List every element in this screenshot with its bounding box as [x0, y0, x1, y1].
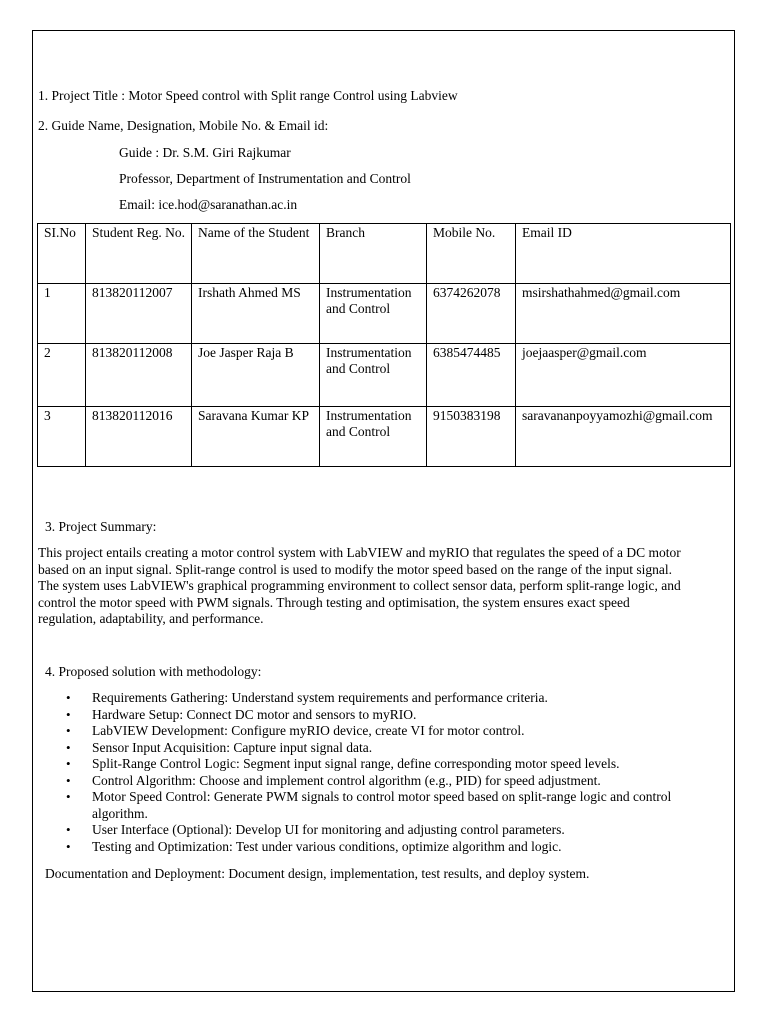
- table-cell: joejaasper@gmail.com: [516, 344, 731, 407]
- list-item: • Sensor Input Acquisition: Capture input signal data.: [66, 739, 373, 755]
- table-cell: 813820112007: [86, 284, 192, 344]
- bullet-icon: •: [66, 723, 71, 738]
- bullet-icon: •: [66, 739, 71, 755]
- methodology-heading: 4. Proposed solution with methodology:: [45, 664, 262, 679]
- guide-heading: 2. Guide Name, Designation, Mobile No. & Email id:: [38, 118, 329, 133]
- table-cell: Joe Jasper Raja B: [192, 344, 320, 407]
- summary-heading: 3. Project Summary:: [45, 519, 157, 534]
- table-cell: 6385474485: [427, 344, 516, 407]
- table-cell: Instrumentation and Control: [320, 284, 427, 344]
- table-cell: Instrumentation and Control: [320, 344, 427, 407]
- students-table: [37, 223, 731, 467]
- header-cell: Branch: [320, 224, 427, 284]
- header-cell: SI.No: [38, 224, 86, 284]
- bullet-icon: •: [66, 772, 71, 788]
- bullet-icon: •: [66, 706, 71, 722]
- guide-designation: Professor, Department of Instrumentation and Control: [119, 171, 411, 186]
- table-cell: msirshathahmed@gmail.com: [516, 284, 731, 344]
- list-item: • Hardware Setup: Connect DC motor and sensors to myRIO.: [66, 706, 417, 722]
- header-cell: Mobile No.: [427, 224, 516, 284]
- header-cell: Email ID: [516, 224, 731, 284]
- documentation-line: Documentation and Deployment: Document design, implementation, test results, and deploy system.: [45, 866, 590, 881]
- bullet-icon: •: [66, 789, 71, 804]
- list-item: • Testing and Optimization: Test under various conditions, optimize algorithm and logic.: [66, 838, 562, 854]
- guide-name: Guide : Dr. S.M. Giri Rajkumar: [119, 145, 291, 160]
- table-cell: Irshath Ahmed MS: [192, 284, 320, 344]
- table-cell: 1: [38, 284, 86, 344]
- summary-paragraph: This project entails creating a motor control system with LabVIEW and myRIO that regulates the speed of a DC motor based on an input signal. Split-range control is used to modify the motor speed based on the range of the input signal. The system uses LabVIEW's graphical programming environment to collect sensor data, perform split-range logic, and control the motor speed with PWM signals. Through testing and optimisation, the system ensures exact speed regulation, adaptability, and performance.: [38, 545, 681, 626]
- table-row: [38, 284, 731, 344]
- table-row: [38, 407, 731, 467]
- table-cell: saravananpoyyamozhi@gmail.com: [516, 407, 731, 467]
- bullet-icon: •: [66, 822, 71, 837]
- project-title: 1. Project Title : Motor Speed control with Split range Control using Labview: [38, 88, 458, 103]
- methodology-list: [38, 690, 678, 855]
- table-cell: 813820112008: [86, 344, 192, 407]
- list-item: • Requirements Gathering: Understand system requirements and performance criteria.: [66, 690, 548, 705]
- list-item: • Split-Range Control Logic: Segment input signal range, define corresponding motor speed levels.: [66, 756, 620, 771]
- table-cell: Instrumentation and Control: [320, 407, 427, 467]
- table-header-row: [38, 224, 731, 284]
- table-cell: Saravana Kumar KP: [192, 407, 320, 467]
- table-row: [38, 344, 731, 407]
- table-cell: 2: [38, 344, 86, 407]
- table-cell: 9150383198: [427, 407, 516, 467]
- bullet-icon: •: [66, 838, 71, 854]
- bullet-icon: •: [66, 756, 71, 771]
- header-cell: Name of the Student: [192, 224, 320, 284]
- table-cell: 813820112016: [86, 407, 192, 467]
- table-cell: 3: [38, 407, 86, 467]
- header-cell: Student Reg. No.: [86, 224, 192, 284]
- list-item: • Motor Speed Control: Generate PWM signals to control motor speed based on split-range logic and control algorithm.: [66, 789, 672, 821]
- table-cell: 6374262078: [427, 284, 516, 344]
- bullet-icon: •: [66, 690, 71, 705]
- guide-email: Email: ice.hod@saranathan.ac.in: [119, 197, 298, 212]
- list-item: • User Interface (Optional): Develop UI for monitoring and adjusting control parameters.: [66, 822, 565, 837]
- list-item: • LabVIEW Development: Configure myRIO device, create VI for motor control.: [66, 723, 525, 738]
- list-item: • Control Algorithm: Choose and implement control algorithm (e.g., PID) for speed adjustment.: [66, 772, 601, 788]
